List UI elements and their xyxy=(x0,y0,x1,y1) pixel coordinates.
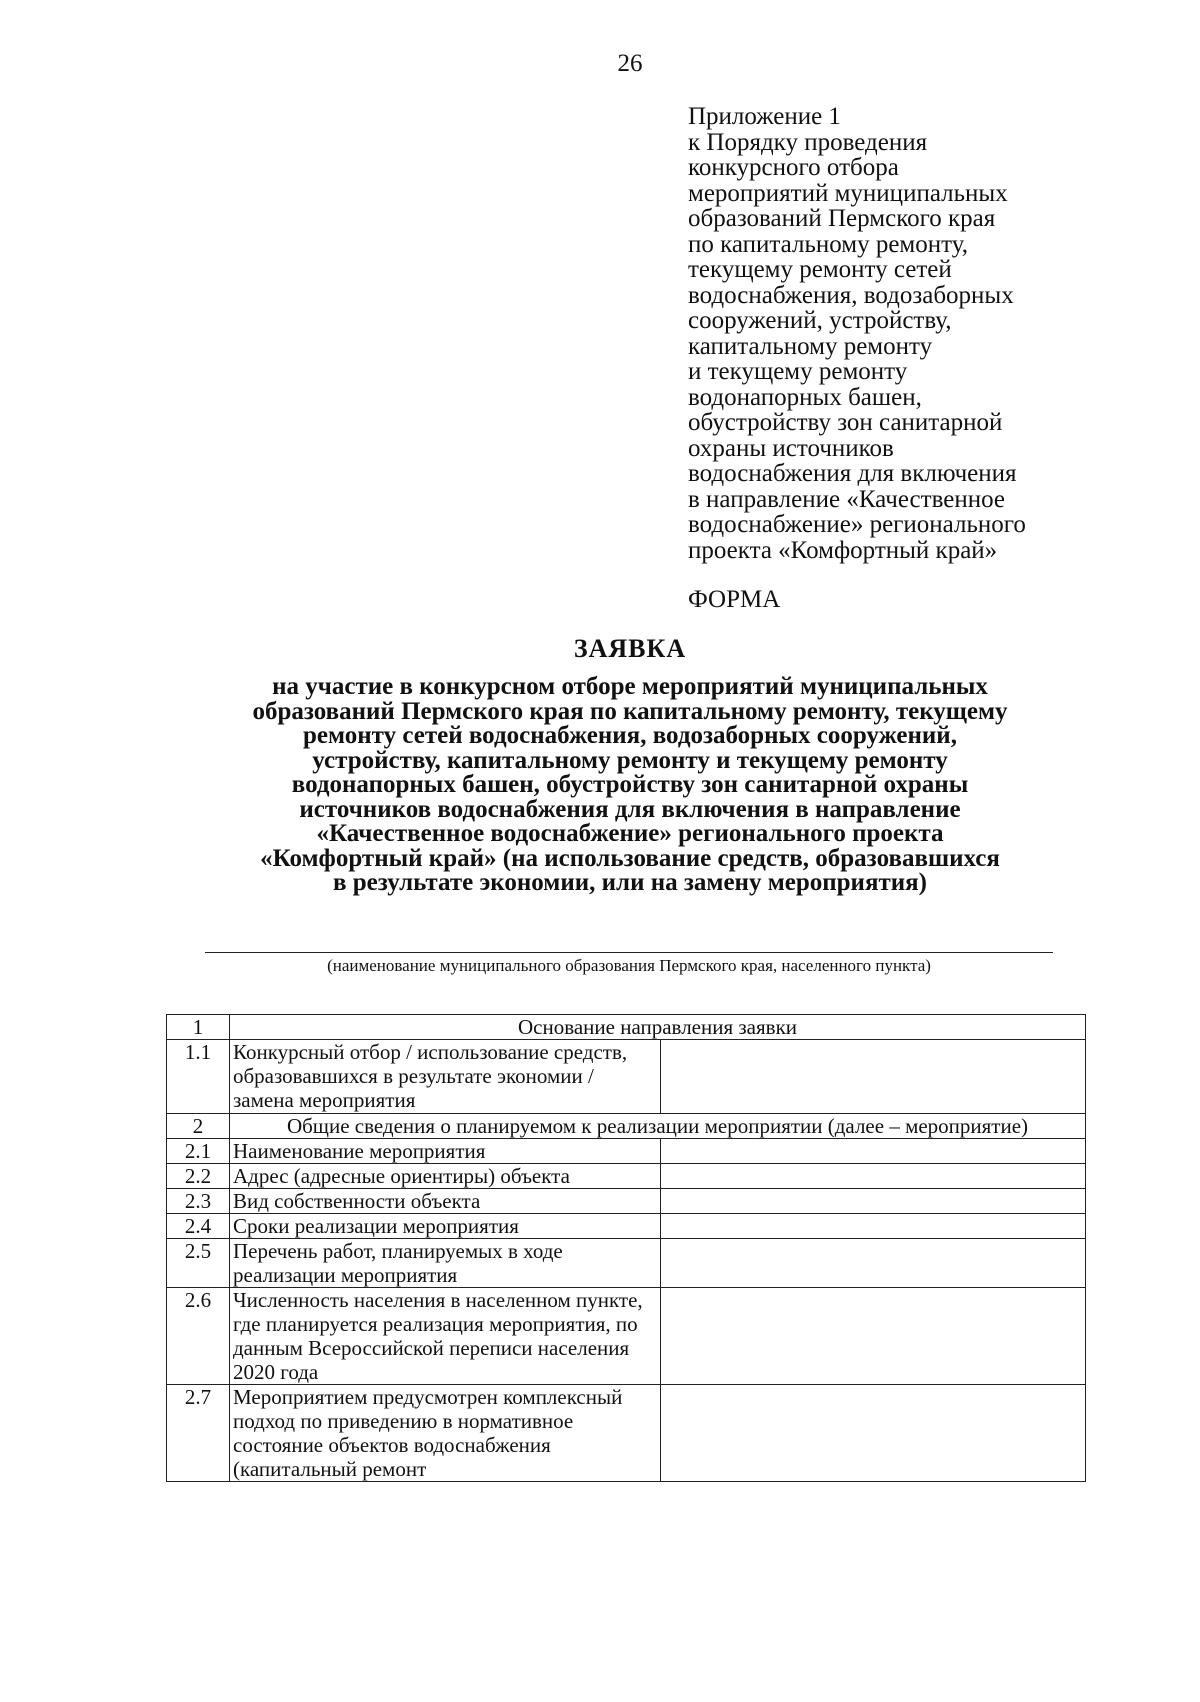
appendix-line: текущему ремонту сетей xyxy=(688,256,952,283)
appendix-header xyxy=(688,104,1168,563)
subtitle-line: «Комфортный край» (на использование средств, образовавшихся xyxy=(260,844,1000,872)
subtitle-line: водонапорных башен, обустройству зон санитарной охраны xyxy=(291,771,969,798)
appendix-line: конкурсного отбора xyxy=(688,154,899,181)
row-label: Численность населения в населенном пункте, где планируется реализация мероприятия, по данным Всероссийской переписи населения 2020 года xyxy=(230,1288,661,1385)
table-row xyxy=(167,1214,1086,1239)
document-subtitle xyxy=(190,675,1070,896)
row-value-cell[interactable] xyxy=(661,1189,1086,1214)
row-number: 2 xyxy=(167,1114,230,1139)
row-number: 2.4 xyxy=(167,1214,230,1239)
appendix-line: образований Пермского края xyxy=(688,205,996,232)
row-number: 2.2 xyxy=(167,1164,230,1189)
application-form-table xyxy=(166,1014,1086,1482)
appendix-line: водоснабжения, водозаборных xyxy=(688,281,1014,309)
appendix-line: к Порядку проведения xyxy=(688,128,928,156)
appendix-line: проекта «Комфортный край» xyxy=(688,536,998,564)
row-value-cell[interactable] xyxy=(661,1288,1086,1385)
subtitle-line: «Качественное водоснабжение» регионального проекта xyxy=(316,820,944,847)
appendix-line: в направление «Качественное xyxy=(688,485,1005,513)
table-row xyxy=(167,1040,1086,1114)
municipality-name-caption: (наименование муниципального образования Пермского края, населенного пункта) xyxy=(327,956,931,975)
subtitle-line: в результате экономии, или на замену мероприятия) xyxy=(332,869,928,896)
table-row xyxy=(167,1288,1086,1385)
row-label: Конкурсный отбор / использование средств, образовавшихся в результате экономии / замена мероприятия xyxy=(230,1040,661,1114)
table-row-section-1 xyxy=(167,1015,1086,1040)
subtitle-line: источников водоснабжения для включения в направление xyxy=(299,795,961,823)
page-number: 26 xyxy=(617,50,643,77)
row-number: 2.6 xyxy=(167,1288,230,1385)
table-row xyxy=(167,1385,1086,1482)
row-label: Перечень работ, планируемых в ходе реализации мероприятия xyxy=(230,1239,661,1288)
section-title: Общие сведения о планируемом к реализации мероприятии (далее – мероприятие) xyxy=(230,1114,1086,1139)
row-label: Вид собственности объекта xyxy=(230,1189,661,1214)
row-value-cell[interactable] xyxy=(661,1164,1086,1189)
row-number: 1 xyxy=(167,1015,230,1040)
appendix-line: мероприятий муниципальных xyxy=(688,179,1008,207)
section-title: Основание направления заявки xyxy=(230,1015,1086,1040)
subtitle-line: ремонту сетей водоснабжения, водозаборных сооружений, xyxy=(303,722,957,749)
row-number: 2.5 xyxy=(167,1239,230,1288)
row-label: Адрес (адресные ориентиры) объекта xyxy=(230,1164,661,1189)
row-label: Сроки реализации мероприятия xyxy=(230,1214,661,1239)
subtitle-line: устройству, капитальному ремонту и текущему ремонту xyxy=(312,746,948,774)
appendix-line: капитальному ремонту xyxy=(688,332,933,360)
row-value-cell[interactable] xyxy=(661,1139,1086,1164)
appendix-line: Приложение 1 xyxy=(688,103,841,130)
row-number: 2.7 xyxy=(167,1385,230,1482)
row-value-cell[interactable] xyxy=(661,1214,1086,1239)
appendix-line: охраны источников xyxy=(688,434,894,462)
appendix-line: водонапорных башен, xyxy=(688,383,922,411)
table-row-section-2 xyxy=(167,1114,1086,1139)
appendix-line: водоснабжение» регионального xyxy=(688,511,1026,538)
table-row xyxy=(167,1139,1086,1164)
row-label: Наименование мероприятия xyxy=(230,1139,661,1164)
form-label: ФОРМА xyxy=(688,586,781,613)
row-number: 2.3 xyxy=(167,1189,230,1214)
table-row xyxy=(167,1189,1086,1214)
table-row xyxy=(167,1239,1086,1288)
row-number: 2.1 xyxy=(167,1139,230,1164)
municipality-name-line[interactable] xyxy=(205,952,1053,953)
table-row xyxy=(167,1164,1086,1189)
appendix-line: обустройству зон санитарной xyxy=(688,409,1003,436)
appendix-line: по капитальному ремонту, xyxy=(688,230,968,258)
document-title: ЗАЯВКА xyxy=(573,634,687,663)
subtitle-line: образований Пермского края по капитальному ремонту, текущему xyxy=(252,697,1008,725)
row-label: Мероприятием предусмотрен комплексный подход по приведению в нормативное состояние объектов водоснабжения (капитальный ремонт xyxy=(230,1385,661,1482)
row-number: 1.1 xyxy=(167,1040,230,1114)
row-value-cell[interactable] xyxy=(661,1385,1086,1482)
appendix-line: водоснабжения для включения xyxy=(688,460,1017,487)
appendix-line: и текущему ремонту xyxy=(688,358,908,385)
subtitle-line: на участие в конкурсном отборе мероприятий муниципальных xyxy=(272,673,988,700)
row-value-cell[interactable] xyxy=(661,1040,1086,1114)
appendix-line: сооружений, устройству, xyxy=(688,307,952,334)
row-value-cell[interactable] xyxy=(661,1239,1086,1288)
